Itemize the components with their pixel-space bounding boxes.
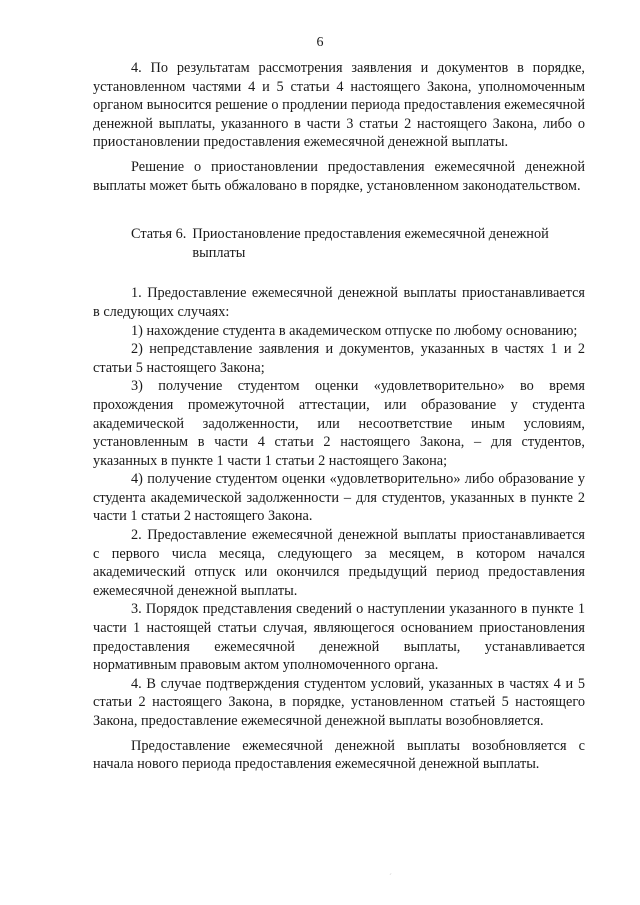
paragraph-part2: 2. Предоставление ежемесячной денежной выплаты приостанавливается с первого числа месяца, следующего за месяцем, в котором начался академический отпуск или окончился предыдущий период предоставления ежемесячной денежной выплаты. [93,527,585,599]
paragraph-part1: 1. Предоставление ежемесячной денежной выплаты приостанавливается в следующих случаях: [93,285,585,320]
document-body [93,59,585,774]
paragraph-item2: 2) непредставление заявления и документов, указанных в частях 1 и 2 статьи 5 настоящего Закона; [93,341,585,376]
paragraph-article5-part4: 4. По результатам рассмотрения заявления и документов в порядке, установленном частями 4 и 5 статьи 4 настоящего Закона, уполномоченным органом выносится решение о продлении периода предоставления ежемесячной денежной выплаты, указанного в части 3 статьи 2 настоящего Закона, либо о приостановлении предоставления ежемесячной денежной выплаты. [93,60,585,151]
paragraph-part4: 4. В случае подтверждения студентом условий, указанных в частях 4 и 5 статьи 2 настоящего Закона, в порядке, установленном статьей 5 настоящего Закона, предоставление ежемесячной денежной выплаты возобновляется. [93,675,585,729]
paragraph-resumption: Предоставление ежемесячной денежной выплаты возобновляется с начала нового периода предоставления ежемесячной денежной выплаты. [93,737,585,773]
article-title: Приостановление предоставления ежемесячной денежной выплаты [192,226,549,261]
paragraph-part3: 3. Порядок представления сведений о наступлении указанного в пункте 1 части 1 настоящей статьи случая, являющегося основанием приостановления предоставления ежемесячной денежной выплаты, устанавливается нормативным правовым актом уполномоченного органа. [93,601,585,674]
article-heading [93,225,585,262]
paragraph-item1: 1) нахождение студента в академическом отпуске по любому основанию; [131,322,578,339]
scan-mark: ´ [389,872,392,882]
paragraph-appeal-right: Решение о приостановлении предоставления ежемесячной денежной выплаты может быть обжаловано в порядке, установленном законодательством. [93,158,585,194]
page-number: 6 [316,35,324,50]
article-number: Статья 6. [131,226,187,243]
paragraph-item3: 3) получение студентом оценки «удовлетворительно» во время прохождения промежуточной аттестации, или образование у студента академической задолженности, или несоответствие иным условиям, установленным в части 4 статьи 2 настоящего Закона, – для студентов, указанных в пункте 1 части 1 статьи 2 настоящего Закона; [93,378,585,469]
paragraph-item4: 4) получение студентом оценки «удовлетворительно» либо образование у студента академической задолженности – для студентов, указанных в пункте 2 части 1 статьи 2 настоящего Закона. [93,471,585,525]
